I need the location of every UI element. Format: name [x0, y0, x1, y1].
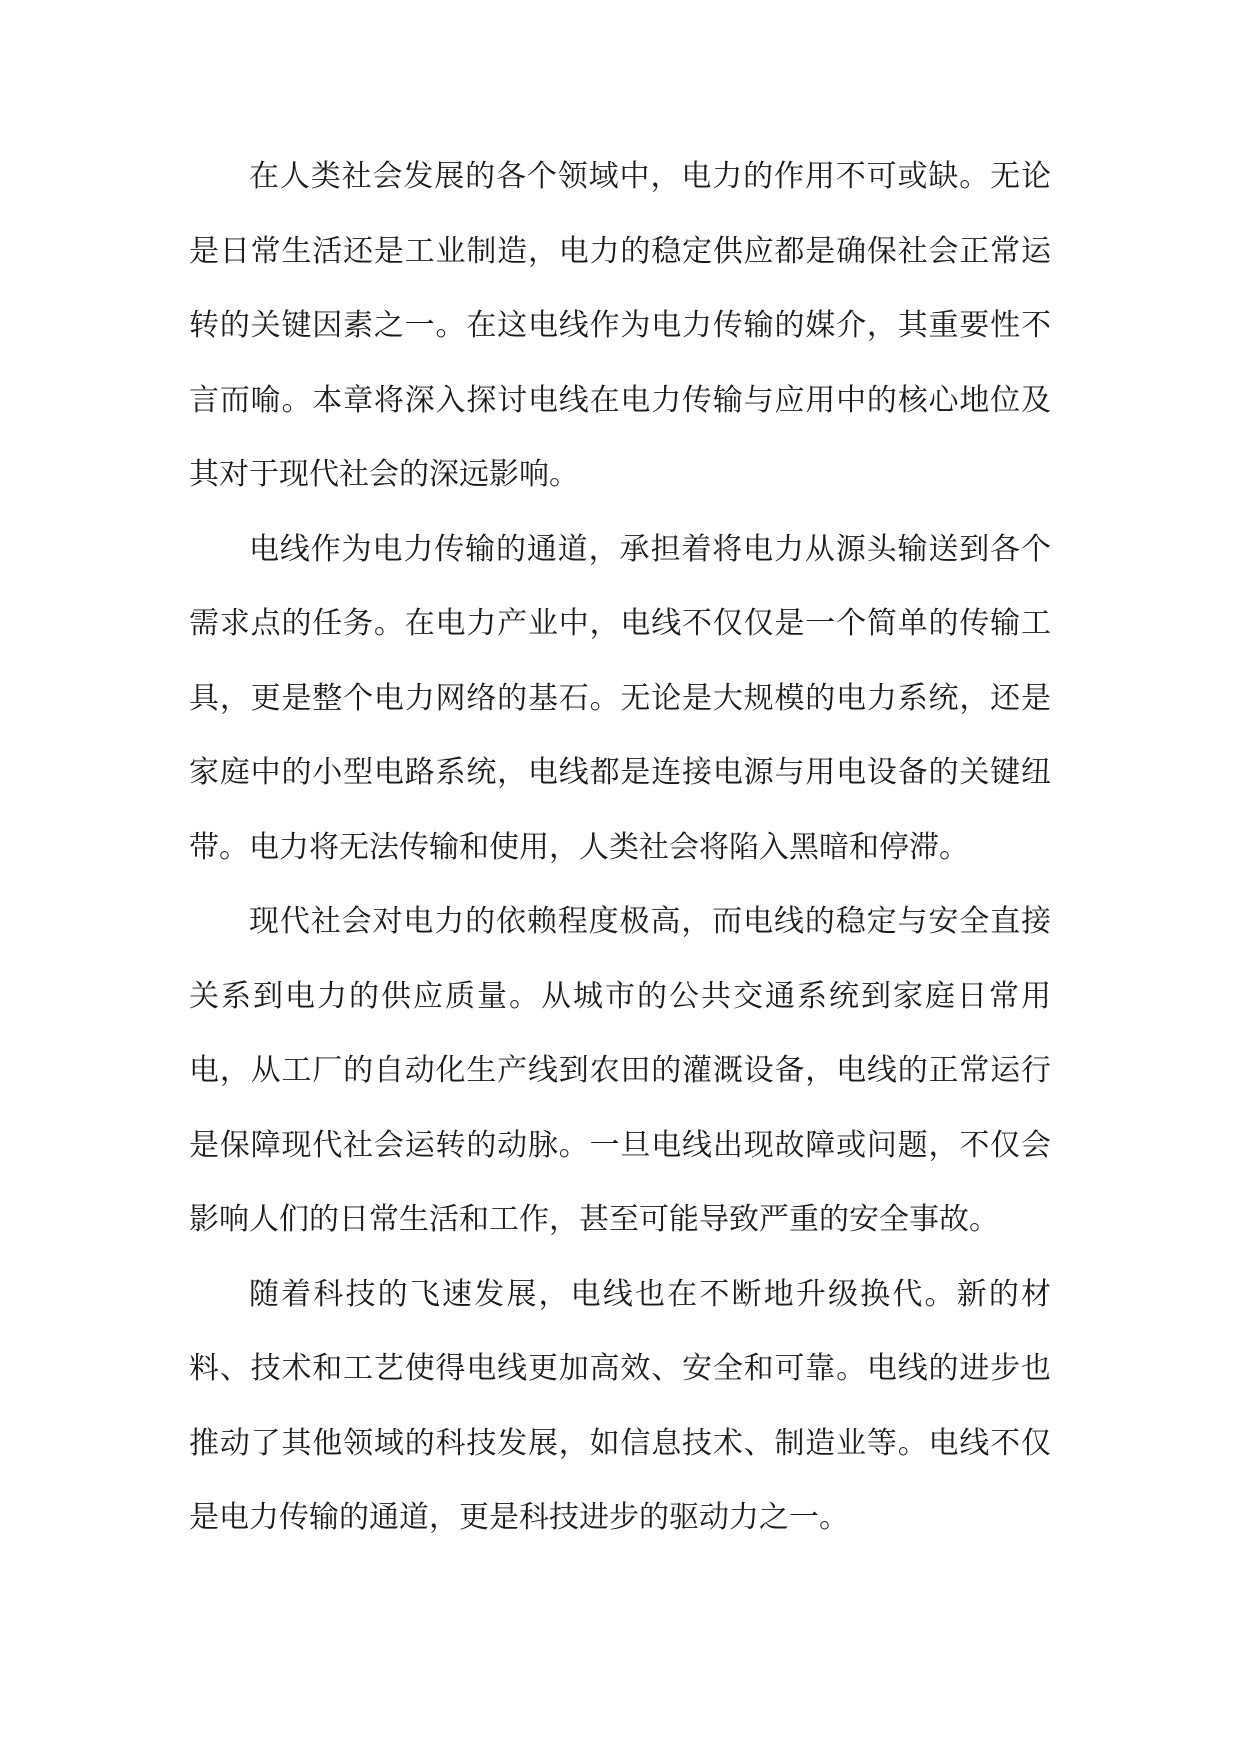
paragraph-3: 现代社会对电力的依赖程度极高，而电线的稳定与安全直接关系到电力的供应质量。从城市的公共交通系统到家庭日常用电，从工厂的自动化生产线到农田的灌溉设备，电线的正常运行是保障现代社会运转的动脉。一旦电线出现故障或问题，不仅会影响人们的日常生活和工作，甚至可能导致严重的安全事故。 — [189, 904, 1051, 1237]
paragraph-1: 在人类社会发展的各个领域中，电力的作用不可或缺。无论是日常生活还是工业制造，电力的稳定供应都是确保社会正常运转的关键因素之一。在这电线作为电力传输的媒介，其重要性不言而喻。本章将深入探讨电线在电力传输与应用中的核心地位及其对于现代社会的深远影响。 — [189, 159, 1051, 492]
paragraph-4: 随着科技的飞速发展，电线也在不断地升级换代。新的材料、技术和工艺使得电线更加高效、安全和可靠。电线的进步也推动了其他领域的科技发展，如信息技术、制造业等。电线不仅是电力传输的通道，更是科技进步的驱动力之一。 — [189, 1276, 1051, 1535]
document-body — [189, 140, 1051, 1556]
paragraph-2: 电线作为电力传输的通道，承担着将电力从源头输送到各个需求点的任务。在电力产业中，电线不仅仅是一个简单的传输工具，更是整个电力网络的基石。无论是大规模的电力系统，还是家庭中的小型电路系统，电线都是连接电源与用电设备的关键纽带。电力将无法传输和使用，人类社会将陷入黑暗和停滞。 — [189, 531, 1051, 865]
